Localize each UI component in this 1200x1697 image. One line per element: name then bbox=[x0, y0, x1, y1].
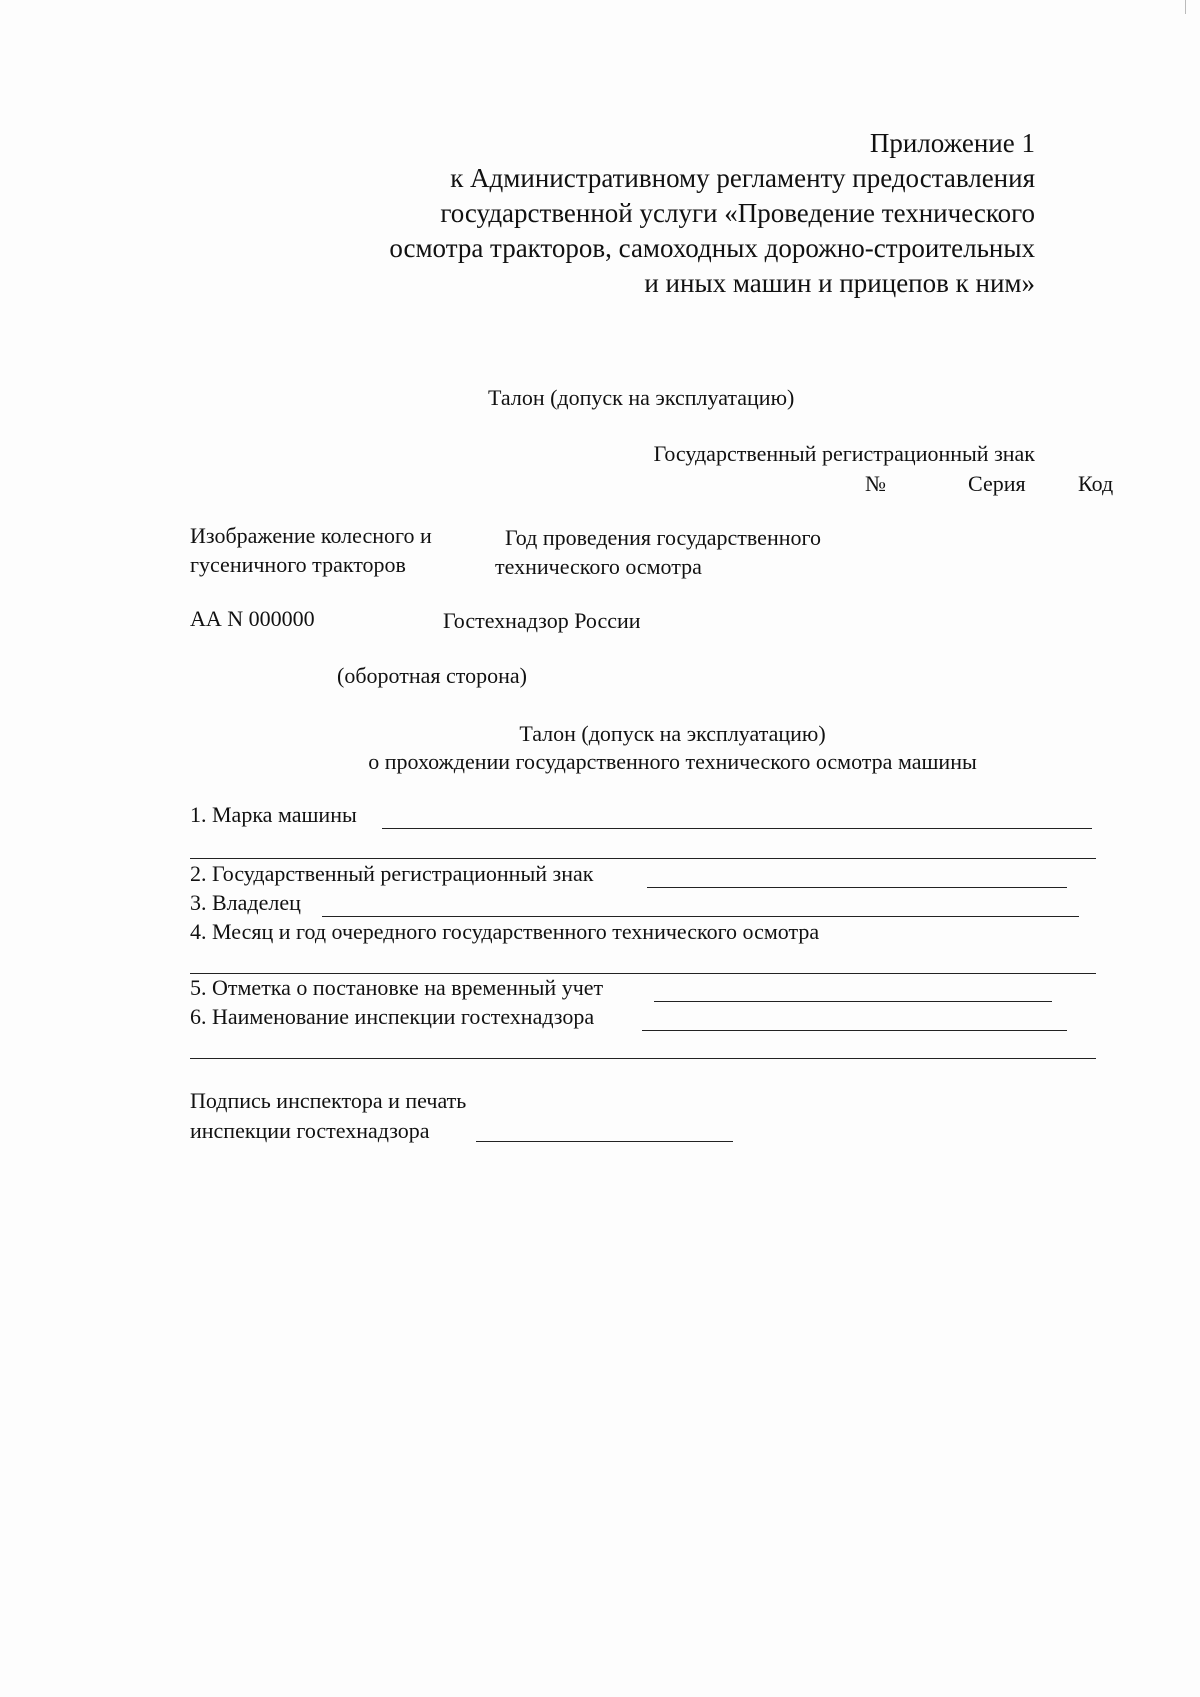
back-title-line-2: о прохождении государственного технического осмотра машины bbox=[368, 749, 977, 774]
field-owner-line bbox=[322, 916, 1079, 917]
back-side-label: (оборотная сторона) bbox=[337, 663, 527, 688]
field-inspection-name-line-2 bbox=[190, 1058, 1096, 1059]
scan-artifact-mark bbox=[1185, 0, 1186, 14]
appendix-line-1: Приложение 1 bbox=[869, 128, 1035, 158]
appendix-line-4: осмотра тракторов, самоходных дорожно-строительных bbox=[389, 233, 1035, 263]
field-reg-sign-label: 2. Государственный регистрационный знак bbox=[190, 861, 594, 886]
field-car-brand-line-2 bbox=[190, 858, 1096, 859]
year-label-line-2: технического осмотра bbox=[495, 554, 702, 579]
field-inspection-name-line bbox=[642, 1030, 1067, 1031]
signature-line bbox=[476, 1141, 733, 1142]
code-label: Код bbox=[1078, 471, 1114, 496]
back-title-line-1: Талон (допуск на эксплуатацию) bbox=[519, 721, 826, 746]
field-car-brand-line bbox=[382, 828, 1092, 829]
image-label-line-2: гусеничного тракторов bbox=[190, 552, 406, 577]
image-label-line-1: Изображение колесного и bbox=[190, 523, 432, 548]
signature-label-line-2: инспекции гостехнадзора bbox=[190, 1118, 430, 1143]
number-label: № bbox=[865, 471, 886, 496]
field-reg-sign-line bbox=[647, 887, 1067, 888]
serial-number: АА N 000000 bbox=[190, 606, 315, 631]
field-temp-registration-label: 5. Отметка о постановке на временный учет bbox=[190, 975, 604, 1000]
appendix-line-3: государственной услуги «Проведение технического bbox=[440, 198, 1035, 228]
field-temp-registration-line bbox=[654, 1001, 1052, 1002]
appendix-line-5: и иных машин и прицепов к ним» bbox=[644, 268, 1035, 298]
authority-name: Гостехнадзор России bbox=[443, 608, 641, 633]
field-car-brand-label: 1. Марка машины bbox=[190, 802, 357, 827]
field-next-inspection-label: 4. Месяц и год очередного государственного технического осмотра bbox=[190, 919, 820, 944]
series-label: Серия bbox=[968, 471, 1026, 496]
field-inspection-name-label: 6. Наименование инспекции гостехнадзора bbox=[190, 1004, 595, 1029]
signature-label-line-1: Подпись инспектора и печать bbox=[190, 1088, 467, 1113]
year-label-line-1: Год проведения государственного bbox=[505, 525, 821, 550]
appendix-line-2: к Административному регламенту предоставления bbox=[450, 163, 1035, 193]
reg-sign-label: Государственный регистрационный знак bbox=[653, 441, 1035, 466]
field-owner-label: 3. Владелец bbox=[190, 890, 301, 915]
front-title: Талон (допуск на эксплуатацию) bbox=[488, 385, 795, 410]
